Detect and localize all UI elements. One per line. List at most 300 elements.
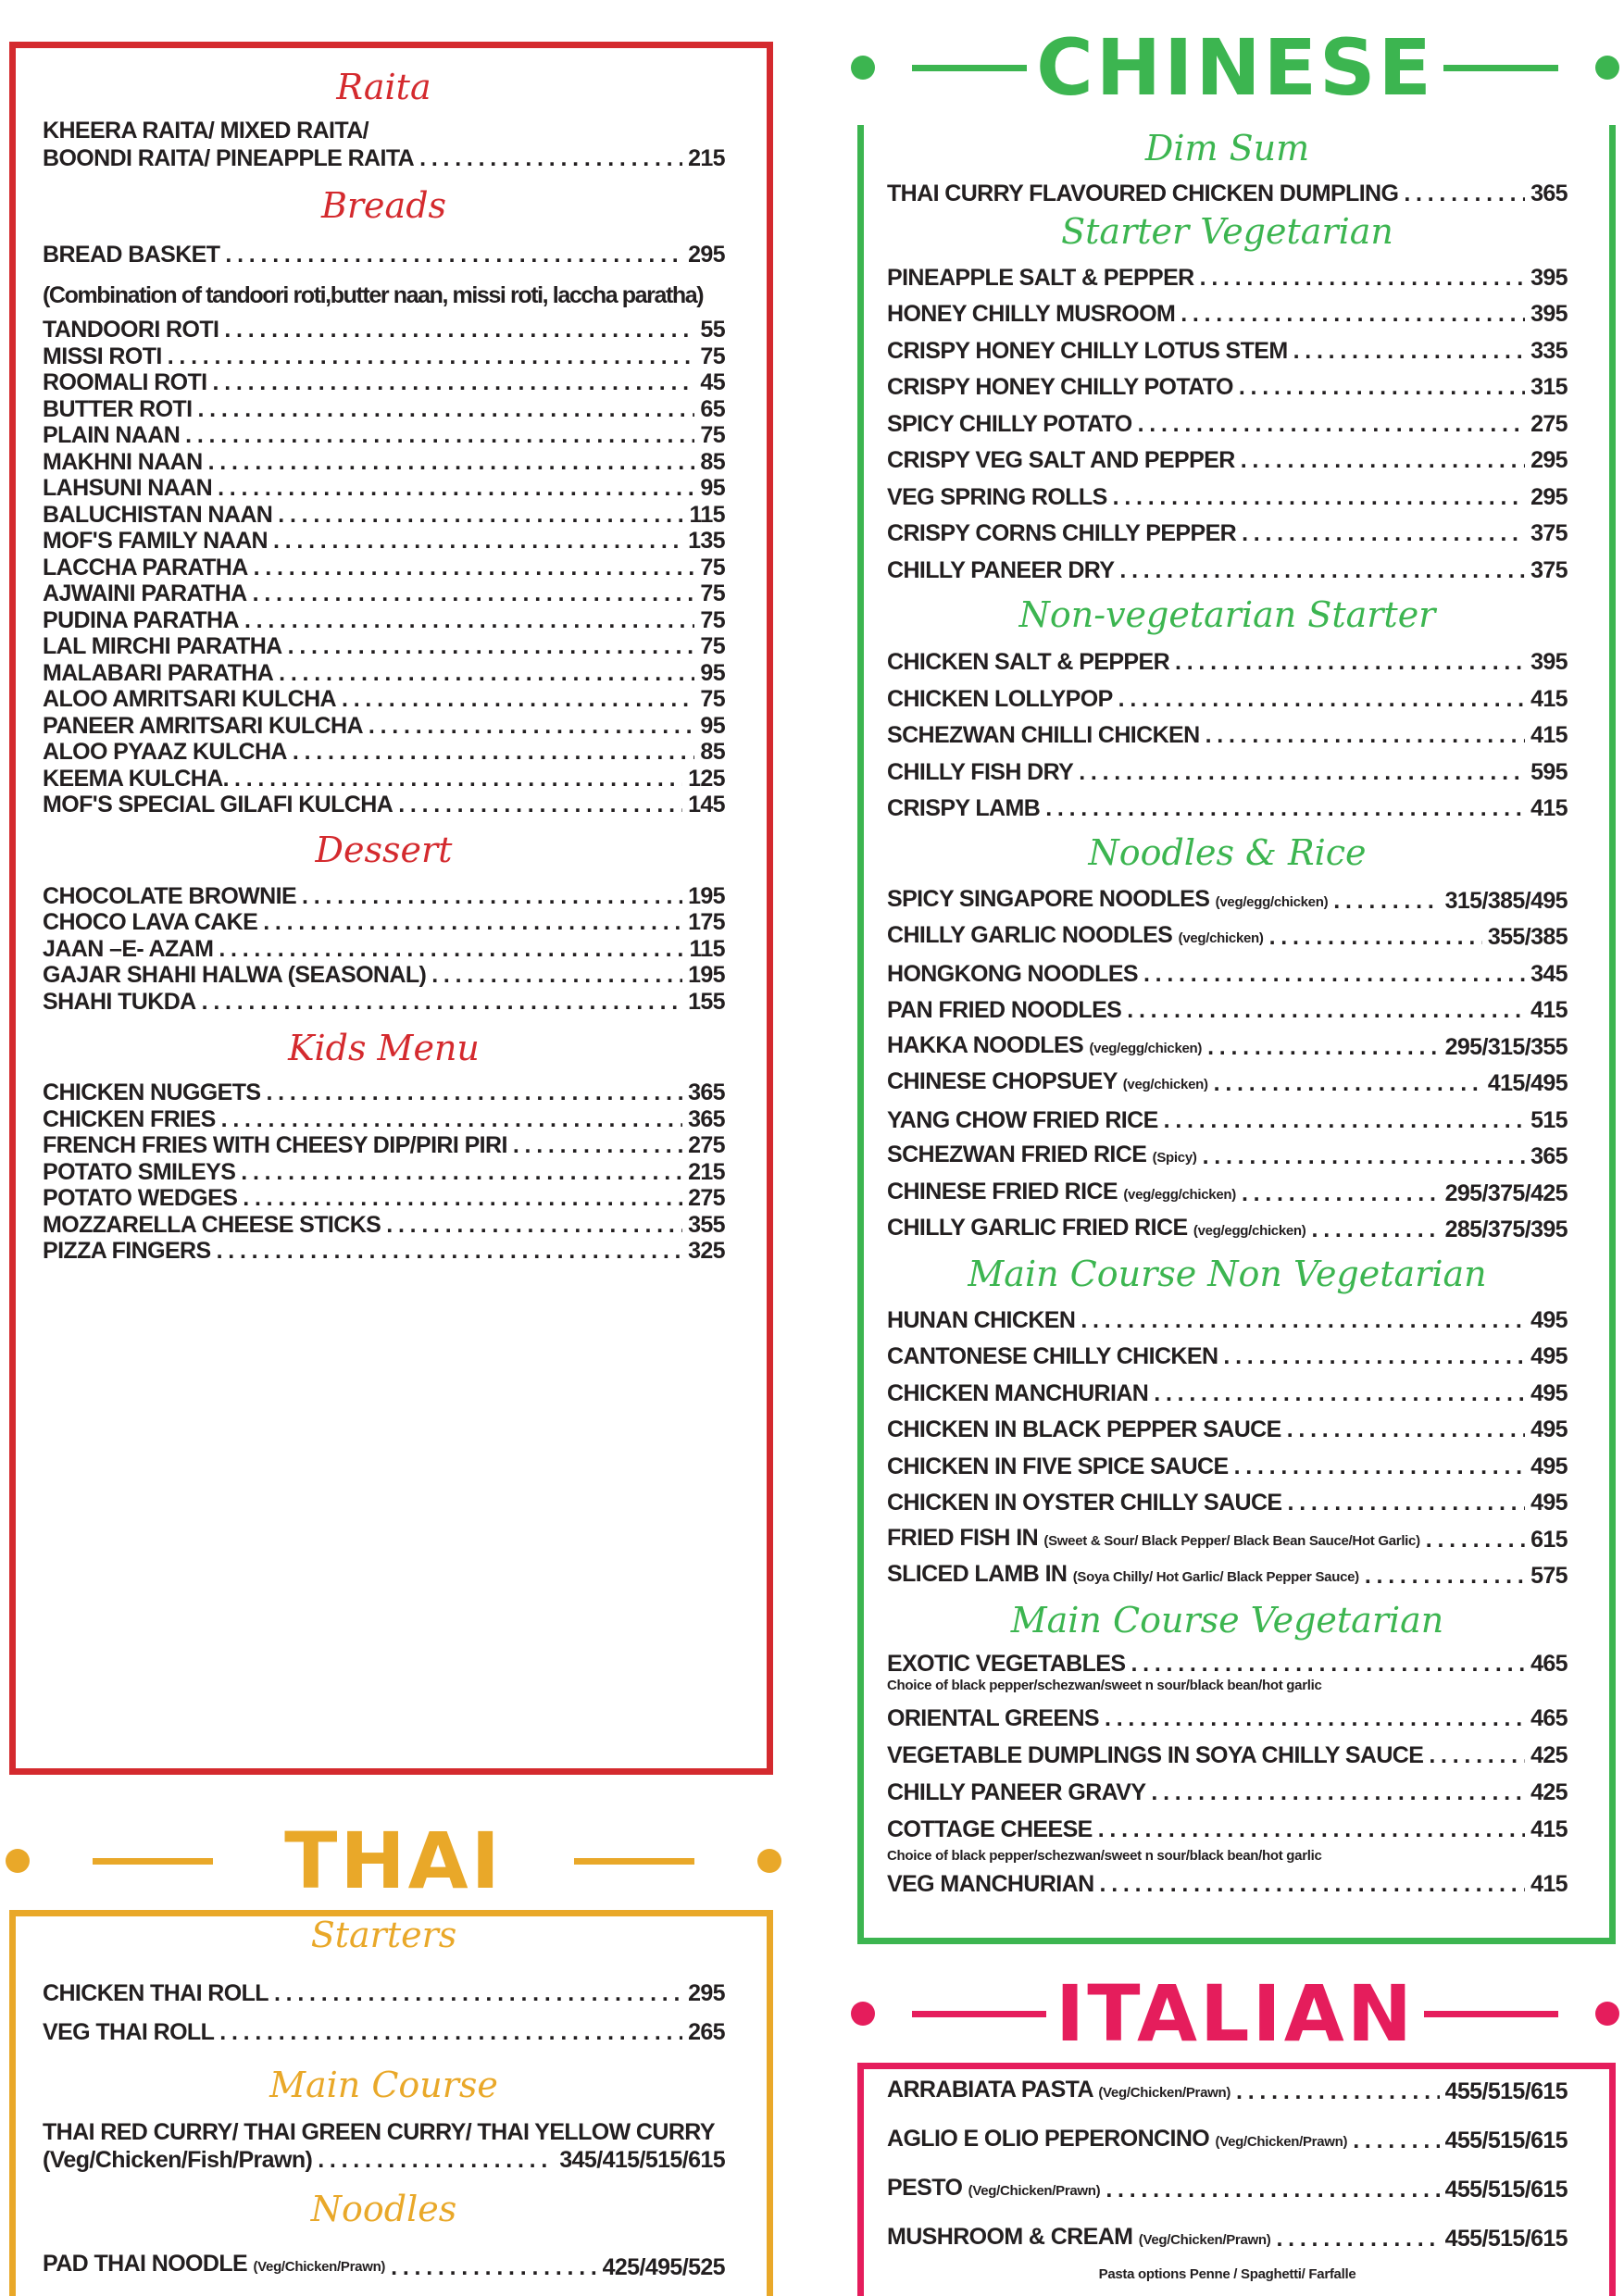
menu-item <box>887 443 1568 480</box>
dot-leader <box>279 659 694 687</box>
item-price: 45 <box>700 369 725 396</box>
item-price: 495 <box>1530 1490 1568 1516</box>
item-name: CHILLY FISH DRY <box>887 758 1074 785</box>
dot-leader <box>293 738 695 766</box>
menu-item <box>43 713 725 740</box>
item-price: 495 <box>1530 1416 1568 1443</box>
item-name: CHICKEN IN BLACK PEPPER SAUCE <box>887 1416 1281 1443</box>
item-options: (veg/chicken) <box>1122 1077 1208 1093</box>
item-options: (veg/egg/chicken) <box>1123 1186 1236 1203</box>
bullet-dot-icon <box>757 1849 781 1873</box>
item-name: MISSI ROTI <box>43 343 162 369</box>
dot-leader <box>1119 556 1525 584</box>
menu-item <box>43 989 725 1016</box>
menu-item <box>887 369 1568 406</box>
item-name: ROOMALI ROTI <box>43 369 207 396</box>
item-options: (veg/egg/chicken) <box>1089 1040 1203 1056</box>
dot-leader <box>1234 1453 1526 1480</box>
item-price: 375 <box>1530 556 1568 583</box>
thai-noodles-title: Noodles <box>310 2189 457 2229</box>
divider-line <box>574 1858 694 1865</box>
menu-item <box>43 1132 725 1159</box>
menu-item <box>43 1238 725 1265</box>
item-price: 95 <box>700 475 725 502</box>
item-name: COTTAGE CHEESE <box>887 1816 1093 1842</box>
dot-leader <box>219 935 683 963</box>
dot-leader <box>342 685 694 713</box>
item-name: LAHSUNI NAAN <box>43 475 213 502</box>
item-price: 495 <box>1530 1453 1568 1479</box>
non-veg-starter-title: Non-vegetarian Starter <box>1018 593 1436 635</box>
item-name: ALOO AMRITSARI KULCHA <box>43 686 337 713</box>
item-price: 275 <box>1530 410 1568 437</box>
menu-item <box>43 449 725 476</box>
dot-leader <box>208 448 695 476</box>
item-price: 115 <box>689 501 725 528</box>
item-name: MAKHNI NAAN <box>43 448 203 475</box>
item-name: MALABARI PARATHA <box>43 659 274 686</box>
divider-line <box>1443 65 1558 71</box>
item-price: 335 <box>1530 337 1568 364</box>
dot-leader <box>1223 1342 1525 1370</box>
menu-item <box>887 2066 1568 2115</box>
item-price: 145 <box>688 792 725 818</box>
menu-item <box>887 1558 1568 1595</box>
item-options: (Soya Chilly/ Hot Garlic/ Black Pepper Sauce) <box>1072 1569 1359 1586</box>
menu-item <box>43 1159 725 1186</box>
item-name: PLAIN NAAN <box>43 422 181 449</box>
item-price: 515 <box>1530 1106 1568 1133</box>
dot-leader <box>1241 446 1525 474</box>
item-name: LACCHA PARATHA <box>43 554 248 580</box>
dot-leader <box>278 501 683 529</box>
choice-note: Choice of black pepper/schezwan/sweet n sour/black bean/hot garlic <box>887 1678 1322 1693</box>
dot-leader <box>1214 1069 1482 1097</box>
dot-leader <box>1242 1179 1440 1207</box>
dot-leader <box>253 580 695 607</box>
main-veg-list <box>887 1700 1568 1848</box>
item-name: ORIENTAL GREENS <box>887 1705 1099 1731</box>
item-price: 315 <box>1530 374 1568 401</box>
breads-title: Breads <box>320 185 447 226</box>
item-name: POTATO SMILEYS <box>43 1158 236 1185</box>
menu-item: EXOTIC VEGETABLES . . . 465 <box>887 1650 1568 1678</box>
item-name: CHICKEN IN FIVE SPICE SAUCE <box>887 1453 1229 1479</box>
dot-leader <box>1181 300 1525 328</box>
main-course-nonveg-title: Main Course Non Vegetarian <box>968 1254 1487 1294</box>
item-price: 95 <box>700 659 725 686</box>
item-name: POTATO WEDGES <box>43 1185 238 1212</box>
menu-item <box>887 1029 1568 1066</box>
item-name: FRENCH FRIES WITH CHEESY DIP/PIRI PIRI <box>43 1132 507 1159</box>
menu-item <box>887 882 1568 919</box>
italian-menu-column <box>887 2066 1568 2283</box>
item-price: 295 <box>688 1980 725 2006</box>
dot-leader <box>1164 1106 1525 1134</box>
dot-leader <box>1118 685 1525 713</box>
item-price: 575 <box>1530 1563 1568 1590</box>
item-price: 135 <box>688 528 725 555</box>
item-name: CRISPY HONEY CHILLY LOTUS STEM <box>887 337 1288 364</box>
menu-item <box>887 919 1568 956</box>
dot-leader <box>1045 794 1525 822</box>
dot-leader <box>213 368 695 396</box>
kids-menu-title: Kids Menu <box>288 1028 480 1068</box>
item-name: ALOO PYAAZ KULCHA <box>43 739 287 766</box>
item-price: 75 <box>700 343 725 369</box>
menu-item <box>887 1066 1568 1103</box>
item-price: 455/515/615 <box>1444 2078 1568 2104</box>
dot-leader <box>266 1079 682 1106</box>
item-price: 295/315/355 <box>1444 1033 1568 1060</box>
item-name: SPICY SINGAPORE NOODLES <box>887 885 1210 912</box>
item-name: FRIED FISH IN <box>887 1524 1039 1551</box>
menu-item <box>887 718 1568 755</box>
menu-item <box>43 766 725 792</box>
item-name: AGLIO E OLIO PEPERONCINO <box>887 2125 1210 2152</box>
item-name: ARRABIATA PASTA <box>887 2076 1093 2103</box>
breads-list <box>43 317 725 818</box>
item-name: CHICKEN LOLLYPOP <box>887 685 1113 712</box>
pasta-options-note: Pasta options Penne / Spaghetti/ Farfalle <box>1098 2266 1356 2282</box>
dot-leader <box>263 908 682 936</box>
divider-line <box>93 1858 213 1865</box>
dot-leader <box>1236 2078 1440 2105</box>
item-price: 85 <box>700 448 725 475</box>
item-price: 375 <box>1530 520 1568 547</box>
bullet-dot-icon <box>851 56 875 80</box>
menu-item <box>887 176 1568 211</box>
menu-item <box>43 502 725 529</box>
starter-veg-list <box>887 259 1568 589</box>
menu-item <box>43 883 725 910</box>
item-name: BUTTER ROTI <box>43 395 193 422</box>
item-name: CHICKEN THAI ROLL <box>43 1980 269 2006</box>
dot-leader <box>224 316 694 343</box>
item-price: 325 <box>688 1238 725 1265</box>
menu-item <box>43 528 725 555</box>
choice-note: Choice of black pepper/schezwan/sweet n sour/black bean/hot garlic <box>887 1848 1322 1864</box>
menu-item <box>887 2214 1568 2263</box>
item-price: 175 <box>688 909 725 936</box>
item-name: CHOCOLATE BROWNIE <box>43 882 297 909</box>
dot-leader <box>254 554 695 581</box>
dot-leader <box>1353 2127 1439 2154</box>
menu-item <box>887 552 1568 589</box>
item-name: PIZZA FINGERS <box>43 1238 211 1265</box>
dim-sum-title: Dim Sum <box>1144 128 1310 168</box>
dot-leader <box>218 474 694 502</box>
item-options: (Veg/Chicken/Prawn) <box>968 2182 1101 2199</box>
bread-basket-note: (Combination of tandoori roti,butter naan, missi roti, laccha paratha) <box>43 282 704 308</box>
bullet-dot-icon <box>851 2002 875 2026</box>
item-name: CHILLY GARLIC NOODLES <box>887 922 1173 949</box>
item-price: 395 <box>1530 301 1568 328</box>
dot-leader <box>1200 264 1525 292</box>
menu-item <box>887 1521 1568 1558</box>
item-price: 95 <box>700 712 725 739</box>
menu-item <box>43 555 725 581</box>
menu-item <box>887 1700 1568 1737</box>
dot-leader <box>1404 180 1525 207</box>
menu-item <box>43 396 725 423</box>
menu-item <box>43 1079 725 1106</box>
dim-sum-list <box>887 176 1568 211</box>
item-name: CRISPY CORNS CHILLY PEPPER <box>887 520 1237 547</box>
menu-item <box>887 754 1568 791</box>
bullet-dot-icon <box>6 1849 30 1873</box>
menu-item <box>43 2013 725 2052</box>
menu-item <box>43 343 725 370</box>
dot-leader <box>1365 1562 1525 1590</box>
item-name: CHICKEN SALT & PEPPER <box>887 649 1170 676</box>
menu-item <box>887 259 1568 296</box>
divider-line <box>912 2011 1046 2017</box>
divider-line <box>1424 2011 1558 2017</box>
dot-leader <box>398 791 682 818</box>
menu-item <box>887 1412 1568 1449</box>
dot-leader <box>1081 1306 1525 1334</box>
item-name: VEGETABLE DUMPLINGS IN SOYA CHILLY SAUCE <box>887 1742 1424 1768</box>
divider-line <box>912 65 1027 71</box>
item-price: 595 <box>1530 758 1568 785</box>
item-price: 265 <box>688 2019 725 2045</box>
dot-leader <box>386 1211 682 1239</box>
item-options: (Veg/Chicken/Prawn) <box>1098 2084 1231 2101</box>
dot-leader <box>197 395 694 423</box>
dot-leader <box>274 1979 682 2007</box>
menu-item <box>887 955 1568 992</box>
menu-item: BREAD BASKET . . . 295 <box>43 233 725 275</box>
item-name: CHINESE CHOPSUEY <box>887 1068 1118 1095</box>
dot-leader <box>1429 1741 1525 1769</box>
item-price: 295 <box>1530 447 1568 474</box>
menu-item <box>43 686 725 713</box>
item-name: TANDOORI ROTI <box>43 317 219 343</box>
menu-item <box>43 607 725 634</box>
dot-leader <box>369 712 694 740</box>
dot-leader <box>217 1237 683 1265</box>
item-price: 415/495 <box>1487 1070 1568 1097</box>
dot-leader <box>1127 996 1525 1024</box>
dot-leader <box>1312 1216 1440 1243</box>
dot-leader <box>1098 1816 1525 1843</box>
item-price: 295/375/425 <box>1444 1179 1568 1206</box>
item-name: HONGKONG NOODLES <box>887 960 1138 987</box>
dot-leader <box>1138 410 1525 438</box>
item-price: 425 <box>1530 1779 1568 1805</box>
item-name: HONEY CHILLY MUSROOM <box>887 301 1176 328</box>
menu-item <box>43 317 725 343</box>
menu-item <box>43 660 725 687</box>
item-price: 495 <box>1530 1379 1568 1406</box>
noodles-rice-list <box>887 882 1568 1248</box>
dot-leader <box>1143 960 1525 988</box>
dot-leader <box>221 1105 682 1133</box>
dot-leader <box>1206 721 1525 749</box>
dot-leader <box>513 1131 682 1159</box>
item-price: 365 <box>1530 181 1568 206</box>
menu-item <box>887 1175 1568 1212</box>
item-price: 275 <box>688 1185 725 1212</box>
item-price: 495 <box>1530 1343 1568 1370</box>
italian-list <box>887 2066 1568 2263</box>
item-price: 275 <box>688 1132 725 1159</box>
item-name: THAI CURRY FLAVOURED CHICKEN DUMPLING <box>887 181 1399 206</box>
item-price: 415 <box>1530 1816 1568 1842</box>
item-price: 75 <box>700 633 725 660</box>
item-options: (Veg/Chicken/Prawn) <box>1215 2133 1348 2150</box>
dot-leader <box>1203 1142 1526 1170</box>
item-name: PUDINA PARATHA <box>43 606 239 633</box>
noodles-rice-title: Noodles & Rice <box>1088 832 1367 873</box>
dot-leader <box>302 882 682 910</box>
item-price: 415 <box>1530 997 1568 1024</box>
italian-header <box>851 1968 1619 2059</box>
menu-item <box>887 992 1568 1029</box>
dot-leader <box>1293 337 1526 365</box>
item-price: 365 <box>688 1079 725 1106</box>
menu-item: VEG MANCHURIAN . . . 415 <box>887 1870 1568 1898</box>
item-name: PESTO <box>887 2174 963 2201</box>
dot-leader <box>168 343 695 370</box>
menu-item <box>887 1302 1568 1339</box>
dot-leader <box>431 961 682 989</box>
starter-nonveg-list <box>887 644 1568 828</box>
item-name: MOZZARELLA CHEESE STICKS <box>43 1211 381 1238</box>
item-name: CHILLY GARLIC FRIED RICE <box>887 1215 1188 1242</box>
item-name: CRISPY HONEY CHILLY POTATO <box>887 374 1233 401</box>
item-name: JAAN –E- AZAM <box>43 935 214 962</box>
thai-header <box>6 1816 781 1906</box>
thai-heading: THAI <box>284 1816 503 1906</box>
item-name: AJWAINI PARATHA <box>43 580 247 607</box>
menu-item <box>887 1139 1568 1176</box>
item-name: YANG CHOW FRIED RICE <box>887 1106 1158 1133</box>
item-name: CHILLY PANEER DRY <box>887 556 1115 583</box>
menu-item <box>887 479 1568 516</box>
menu-item <box>887 332 1568 369</box>
thai-curry-line1: THAI RED CURRY/ THAI GREEN CURRY/ THAI YELLOW CURRY <box>43 2119 715 2145</box>
dot-leader <box>243 1184 682 1212</box>
item-name: BALUCHISTAN NAAN <box>43 501 273 528</box>
dot-leader <box>1276 2225 1439 2252</box>
item-price: 85 <box>700 739 725 766</box>
chinese-menu-column <box>887 128 1568 1898</box>
item-name: MOF'S FAMILY NAAN <box>43 528 268 555</box>
dot-leader <box>1151 1778 1525 1806</box>
chinese-heading: CHINESE <box>1036 22 1434 113</box>
item-price: 415 <box>1530 795 1568 822</box>
dot-leader <box>219 2018 682 2046</box>
menu-item <box>887 1485 1568 1522</box>
dot-leader <box>1333 887 1439 915</box>
item-name: SHAHI TUKDA <box>43 988 196 1015</box>
menu-item <box>887 791 1568 828</box>
menu-item <box>887 1737 1568 1774</box>
dot-leader <box>185 421 694 449</box>
menu-item <box>43 936 725 963</box>
dot-leader <box>1287 1416 1525 1443</box>
item-name: MOF'S SPECIAL GILAFI KULCHA <box>43 792 394 818</box>
menu-item <box>43 1185 725 1212</box>
item-price: 155 <box>688 988 725 1015</box>
dot-leader <box>234 765 682 792</box>
item-price: 75 <box>700 606 725 633</box>
chinese-header <box>851 22 1619 113</box>
item-options: (veg/chicken) <box>1178 930 1264 947</box>
item-name: CHICKEN FRIES <box>43 1105 216 1132</box>
thai-starters-title: Starters <box>310 1915 457 1955</box>
thai-main-course-title: Main Course <box>269 2065 498 2105</box>
item-price: 75 <box>700 580 725 607</box>
item-name: KEEMA KULCHA. <box>43 765 229 792</box>
item-price: 365 <box>688 1105 725 1132</box>
menu-item <box>887 1448 1568 1485</box>
dot-leader <box>1154 1379 1525 1407</box>
item-name: SPICY CHILLY POTATO <box>887 410 1132 437</box>
item-name: PANEER AMRITSARI KULCHA <box>43 712 363 739</box>
item-name: SLICED LAMB IN <box>887 1561 1068 1588</box>
item-price: 355 <box>688 1211 725 1238</box>
item-name: HUNAN CHICKEN <box>887 1306 1076 1333</box>
raita-title: Raita <box>336 67 431 107</box>
thai-menu-column <box>43 1915 725 2281</box>
dot-leader <box>1288 1489 1526 1516</box>
menu-item <box>887 644 1568 681</box>
item-name: HAKKA NOODLES <box>887 1031 1084 1058</box>
item-price: 295 <box>1530 483 1568 510</box>
item-name: CRISPY LAMB <box>887 795 1041 822</box>
item-price: 455/515/615 <box>1444 2225 1568 2252</box>
item-name: CHICKEN MANCHURIAN <box>887 1379 1149 1406</box>
item-price: 75 <box>700 422 725 449</box>
dot-leader <box>1242 519 1525 547</box>
item-price: 65 <box>700 395 725 422</box>
starter-vegetarian-title: Starter Vegetarian <box>1061 211 1393 252</box>
item-price: 355/385 <box>1487 924 1568 951</box>
menu-item <box>887 1339 1568 1376</box>
item-price: 365 <box>1530 1143 1568 1170</box>
item-price: 195 <box>688 882 725 909</box>
item-options: (Spicy) <box>1152 1150 1197 1167</box>
item-price: 75 <box>700 686 725 713</box>
menu-item <box>887 1212 1568 1249</box>
dot-leader <box>1105 1704 1525 1732</box>
item-name: PINEAPPLE SALT & PEPPER <box>887 264 1194 291</box>
kids-list <box>43 1079 725 1265</box>
menu-item: (Veg/Chicken/Fish/Prawn) . . . 345/415/515/615 <box>43 2146 725 2174</box>
dot-leader <box>1207 1033 1439 1061</box>
bullet-dot-icon <box>1595 56 1619 80</box>
item-price: 345 <box>1530 960 1568 987</box>
item-price: 125 <box>688 765 725 792</box>
item-name: CHICKEN IN OYSTER CHILLY SAUCE <box>887 1490 1282 1516</box>
menu-item <box>43 633 725 660</box>
item-price: 465 <box>1530 1705 1568 1731</box>
dessert-list <box>43 883 725 1016</box>
item-options: (Veg/Chicken/Prawn) <box>1138 2231 1271 2248</box>
main-course-veg-title: Main Course Vegetarian <box>1010 1600 1444 1641</box>
item-price: 395 <box>1530 264 1568 291</box>
menu-item <box>887 1774 1568 1811</box>
menu-item <box>43 962 725 989</box>
item-price: 195 <box>688 962 725 989</box>
item-options: (Sweet & Sour/ Black Pepper/ Black Bean Sauce/Hot Garlic) <box>1043 1532 1420 1549</box>
menu-item <box>887 2165 1568 2214</box>
main-nonveg-list <box>887 1302 1568 1594</box>
item-options: (veg/egg/chicken) <box>1215 893 1329 910</box>
